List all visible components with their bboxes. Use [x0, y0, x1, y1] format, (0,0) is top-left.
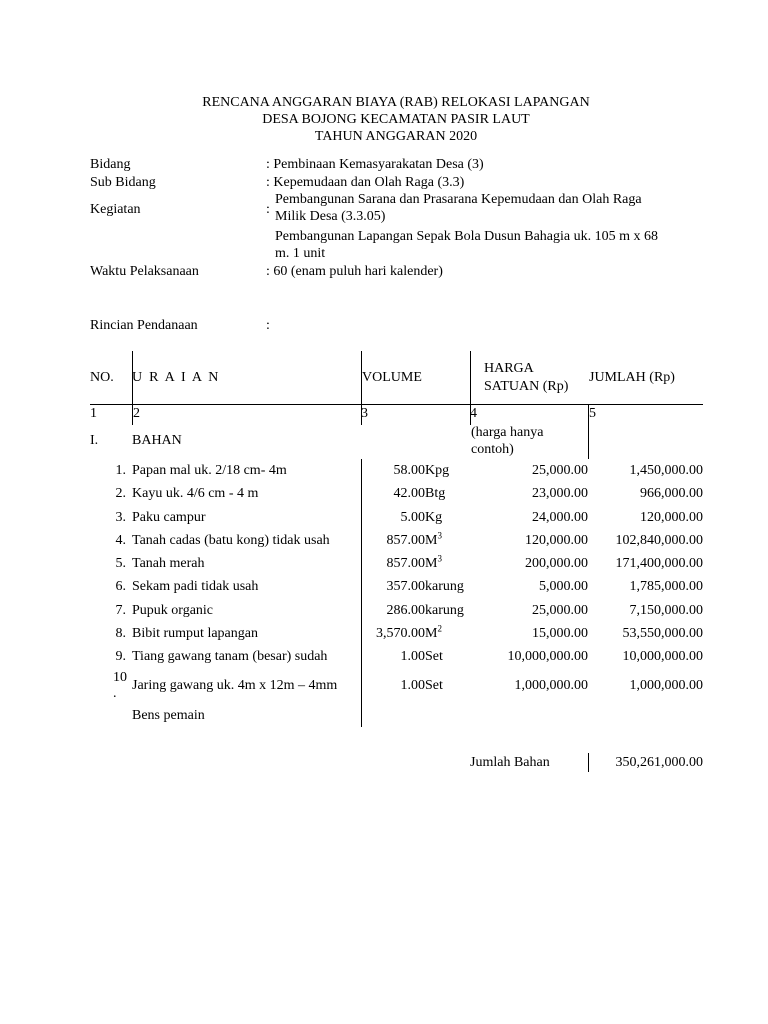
row-desc: Paku campur [132, 510, 206, 525]
row-qty: 357.00 [386, 579, 425, 594]
header-harga-line1: HARGA [484, 361, 534, 376]
kegiatan-colon: : [266, 202, 270, 217]
sub-bidang-value: : Kepemudaan dan Olah Raga (3.3) [266, 175, 465, 190]
row-qty: 42.00 [393, 486, 425, 501]
row-total: 120,000.00 [640, 510, 703, 525]
section-no: I. [90, 433, 99, 448]
row-no: 6. [115, 579, 126, 594]
row-qty: 1.00 [400, 678, 425, 693]
doc-title-line1: RENCANA ANGGARAN BIAYA (RAB) RELOKASI LAPANGAN [202, 95, 590, 110]
row-desc: Kayu uk. 4/6 cm - 4 m [132, 486, 259, 501]
table-divider [588, 753, 589, 772]
row-no: 10 [113, 670, 127, 685]
row-total: 53,550,000.00 [622, 626, 703, 641]
row-price: 15,000.00 [532, 626, 588, 641]
kegiatan-line3: Pembangunan Lapangan Sepak Bola Dusun Bahagia uk. 105 m x 68 [275, 229, 658, 244]
row-total: 7,150,000.00 [629, 603, 703, 618]
row-total: 171,400,000.00 [615, 556, 703, 571]
row-price: 23,000.00 [532, 486, 588, 501]
row-unit: Btg [425, 486, 446, 501]
row-no: 5. [115, 556, 126, 571]
row-price: 200,000.00 [525, 556, 588, 571]
subtotal-label: Jumlah Bahan [470, 755, 550, 770]
row-qty: 1.00 [400, 649, 425, 664]
rincian-colon: : [266, 318, 270, 333]
row-desc: Tanah merah [132, 556, 205, 571]
sub-bidang-label: Sub Bidang [90, 175, 156, 190]
row-desc: Tiang gawang tanam (besar) sudah [132, 649, 328, 664]
col-number: 4 [470, 406, 477, 421]
doc-title-line2: DESA BOJONG KECAMATAN PASIR LAUT [262, 112, 530, 127]
row-qty: 857.00 [386, 556, 425, 571]
kegiatan-label: Kegiatan [90, 202, 141, 217]
row-no-dot: . [113, 686, 117, 701]
row-qty: 857.00 [386, 533, 425, 548]
row-price: 24,000.00 [532, 510, 588, 525]
row-no: 2. [115, 486, 126, 501]
row-qty: 3,570.00 [376, 626, 425, 641]
harga-note-line1: (harga hanya [471, 425, 544, 440]
header-volume: VOLUME [362, 370, 422, 385]
header-uraian: U R A I A N [132, 370, 219, 385]
kegiatan-line1: Pembangunan Sarana dan Prasarana Kepemudaan dan Olah Raga [275, 192, 642, 207]
row-unit: Set [425, 649, 443, 664]
harga-note-line2: contoh) [471, 442, 514, 457]
bidang-label: Bidang [90, 157, 131, 172]
row-unit: Kpg [425, 463, 450, 478]
row-unit: Kg [425, 510, 443, 525]
row-unit: karung [425, 579, 464, 594]
row-price: 25,000.00 [532, 463, 588, 478]
row-unit: $M^3$ [425, 553, 442, 571]
header-no: NO. [90, 370, 114, 385]
row-total: 102,840,000.00 [615, 533, 703, 548]
table-header-rule [90, 404, 703, 405]
doc-title-line3: TAHUN ANGGARAN 2020 [314, 129, 478, 144]
col-number: 1 [90, 406, 97, 421]
col-number: 5 [589, 406, 596, 421]
waktu-label: Waktu Pelaksanaan [90, 264, 199, 279]
row-price: 10,000,000.00 [507, 649, 588, 664]
row-desc: Papan mal uk. 2/18 cm- 4m [132, 463, 287, 478]
header-jumlah: JUMLAH (Rp) [589, 370, 675, 385]
row-qty: 58.00 [393, 463, 425, 478]
row-no: 4. [115, 533, 126, 548]
row-no: 1. [115, 463, 126, 478]
row-unit: Set [425, 678, 443, 693]
row-no: 7. [115, 603, 126, 618]
row-qty: 286.00 [386, 603, 425, 618]
row-no: 9. [115, 649, 126, 664]
row-unit: karung [425, 603, 464, 618]
row-price: 1,000,000.00 [514, 678, 588, 693]
kegiatan-line4: m. 1 unit [275, 246, 326, 261]
waktu-value: : 60 (enam puluh hari kalender) [266, 264, 443, 279]
header-harga-line2: SATUAN (Rp) [484, 379, 569, 394]
extra-line: Bens pemain [132, 708, 205, 723]
kegiatan-line2: Milik Desa (3.3.05) [275, 209, 386, 224]
subtotal-value: 350,261,000.00 [615, 755, 703, 770]
row-no: 3. [115, 510, 126, 525]
row-no: 8. [115, 626, 126, 641]
row-total: 1,785,000.00 [629, 579, 703, 594]
rincian-label: Rincian Pendanaan [90, 318, 198, 333]
row-desc: Tanah cadas (batu kong) tidak usah [132, 533, 330, 548]
row-total: 1,450,000.00 [629, 463, 703, 478]
row-desc: Sekam padi tidak usah [132, 579, 259, 594]
row-total: 10,000,000.00 [622, 649, 703, 664]
row-total: 966,000.00 [640, 486, 703, 501]
bidang-value: : Pembinaan Kemasyarakatan Desa (3) [266, 157, 484, 172]
row-price: 25,000.00 [532, 603, 588, 618]
row-unit: $M^3$ [425, 530, 442, 548]
row-price: 120,000.00 [525, 533, 588, 548]
col-number: 2 [133, 406, 140, 421]
row-qty: 5.00 [400, 510, 425, 525]
row-unit: $M^2$ [425, 623, 442, 641]
section-label: BAHAN [132, 433, 182, 448]
col-number: 3 [361, 406, 368, 421]
row-total: 1,000,000.00 [629, 678, 703, 693]
row-desc: Bibit rumput lapangan [132, 626, 258, 641]
row-desc: Jaring gawang uk. 4m x 12m – 4mm [132, 678, 338, 693]
row-desc: Pupuk organic [132, 603, 214, 618]
row-price: 5,000.00 [539, 579, 588, 594]
